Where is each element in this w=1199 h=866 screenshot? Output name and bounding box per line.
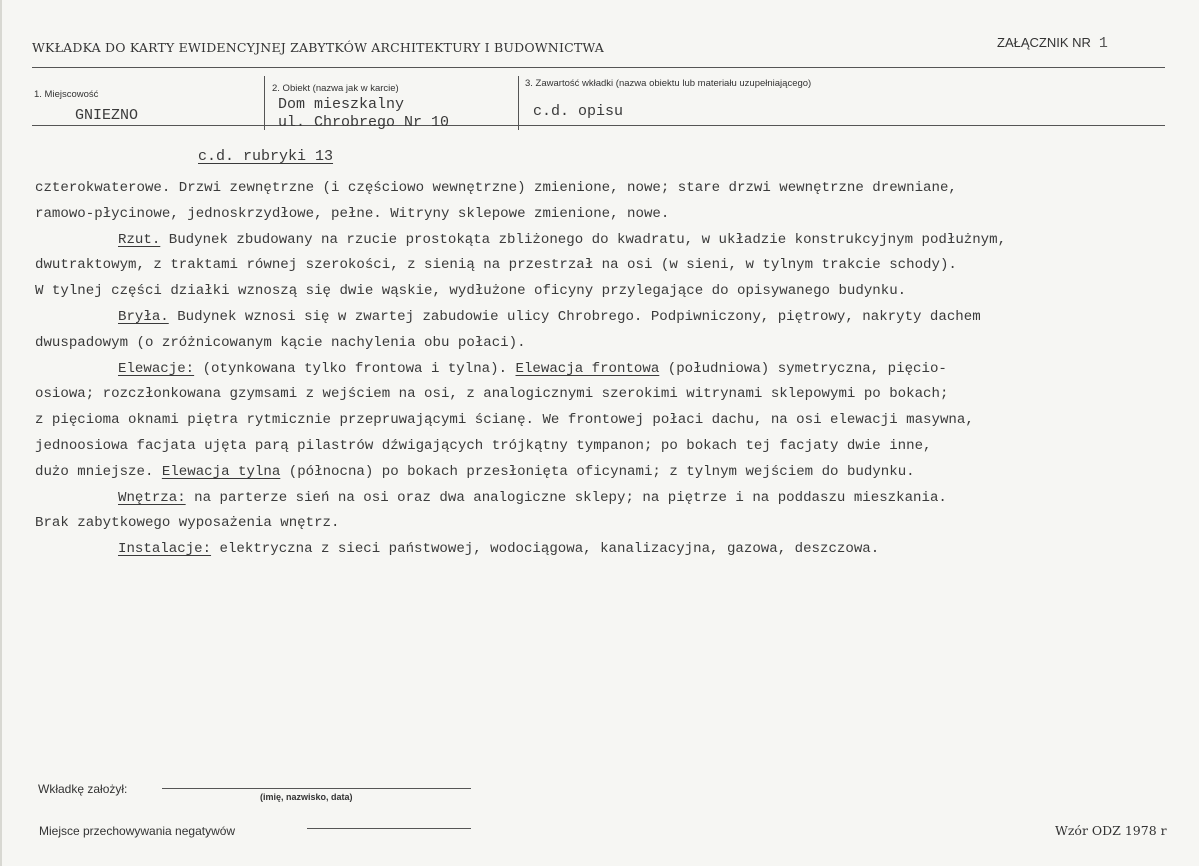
form-code: Wzór ODZ 1978 r	[1055, 823, 1167, 838]
body-line: W tylnej części działki wznoszą się dwie wąskie, wydłużone oficyny przylegające do opisywanego budynku.	[35, 283, 907, 300]
object-label: 2. Obiekt (nazwa jak w karcie)	[272, 83, 399, 94]
plan-heading: Rzut.	[118, 231, 161, 248]
annex-number	[997, 35, 1108, 52]
body-line-elevations: Elewacje: (otynkowana tylko frontowa i tylna). Elewacja frontowa (południowa) symetryczna, pięcio-	[118, 360, 947, 377]
body-line: dwutraktowym, z traktami równej szerokości, z sienią na przestrzał na osi (w sieni, w tylnym trakcie schody).	[35, 257, 957, 274]
locality-value: GNIEZNO	[75, 107, 139, 124]
content-value: c.d. opisu	[533, 103, 624, 120]
object-value-line1: Dom mieszkalny	[278, 96, 405, 113]
body-line-interiors: Wnętrza: na parterze sień na osi oraz dwa analogiczne sklepy; na piętrze i na poddaszu mieszkania.	[118, 489, 947, 506]
content-label: 3. Zawartość wkładki (nazwa obiektu lub materiału uzupełniającego)	[525, 78, 812, 89]
created-by-hint: (imię, nazwisko, data)	[260, 792, 353, 802]
created-by-line	[162, 788, 471, 789]
card-title: WKŁADKA DO KARTY EWIDENCYJNEJ ZABYTKÓW ARCHITEKTURY I BUDOWNICTWA	[32, 40, 605, 55]
rear-elevation-heading: Elewacja tylna	[161, 463, 281, 480]
body-line-installations: Instalacje: elektryczna z sieci państwowej, wodociągowa, kanalizacyjna, gazowa, deszczowa.	[118, 541, 880, 558]
body-line: dwuspadowym (o zróżnicowanym kącie nachylenia obu połaci).	[35, 334, 526, 351]
field-divider-1	[264, 76, 265, 130]
object-value-line2: ul. Chrobrego Nr 10	[278, 114, 450, 131]
section-heading: c.d. rubryki 13	[198, 148, 334, 165]
body-line: czterokwaterowe. Drzwi zewnętrzne (i częściowo wewnętrzne) zmienione, nowe; stare drzwi wewnętrzne drewniane,	[35, 180, 957, 196]
body-line-massing: Bryła. Budynek wznosi się w zwartej zabudowie ulicy Chrobrego. Podpiwniczony, piętrowy, nakryty dachem	[118, 308, 981, 325]
body-line: z pięcioma oknami piętra rytmicznie przepruwającymi ścianę. We frontowej połaci dachu, na osi elewacji masywna,	[35, 412, 974, 429]
body-line: Brak zabytkowego wyposażenia wnętrz.	[35, 515, 340, 532]
elevations-heading: Elewacje:	[118, 360, 195, 377]
negatives-location-label: Miejsce przechowywania negatywów	[39, 824, 236, 838]
body-line: ramowo-płycinowe, jednoskrzydłowe, pełne. Witryny sklepowe zmienione, nowe.	[35, 205, 670, 222]
interiors-heading: Wnętrza:	[118, 489, 186, 506]
locality-label: 1. Miejscowość	[34, 89, 99, 100]
created-by-label: Wkładkę założył:	[38, 782, 128, 796]
annex-label: ZAŁĄCZNIK NR	[997, 35, 1091, 50]
body-line: jednoosiowa facjata ujęta parą pilastrów dźwigających trójkątny tympanon; po bokach tej facjaty dwie inne,	[35, 437, 932, 454]
body-line-plan: Rzut. Budynek zbudowany na rzucie prostokąta zbliżonego do kwadratu, w układzie konstrukcyjnym podłużnym,	[118, 231, 1007, 248]
massing-heading: Bryła.	[118, 308, 169, 325]
negatives-location-line	[307, 828, 471, 829]
annex-value: 1	[1098, 35, 1108, 52]
field-divider-2	[518, 76, 519, 130]
front-elevation-heading: Elewacja frontowa	[515, 360, 660, 377]
header-rule-bottom	[32, 125, 1165, 126]
body-line: osiowa; rozczłonkowana gzymsami z wejściem na osi, z analogicznymi szerokimi witrynami sklepowymi po bokach;	[35, 386, 949, 403]
description-body	[35, 176, 1185, 563]
installations-heading: Instalacje:	[118, 541, 212, 558]
body-line-rear: dużo mniejsze. Elewacja tylna (północna) po bokach przesłonięta oficynami; z tylnym wejściem do budynku.	[35, 463, 915, 480]
header-rule-top	[32, 67, 1165, 68]
